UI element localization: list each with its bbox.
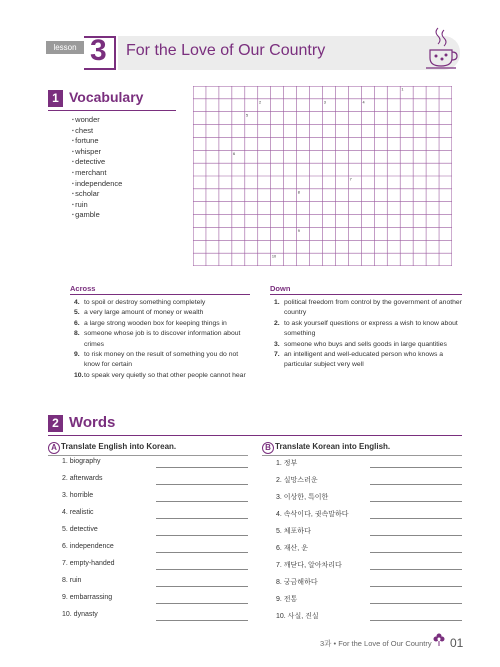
answer-line[interactable] [370, 518, 462, 519]
section-underline [48, 435, 462, 436]
answer-line[interactable] [156, 518, 248, 519]
word-label: 2. afterwards [62, 475, 103, 482]
answer-line[interactable] [156, 586, 248, 587]
clue-number: 2. [274, 319, 280, 327]
word-row [62, 608, 248, 624]
word-label: 2. 실망스러운 [276, 477, 318, 484]
lesson-number: 3 [90, 34, 107, 67]
word-row [62, 489, 248, 505]
word-label: 4. realistic [62, 509, 94, 516]
answer-line[interactable] [370, 484, 462, 485]
across-heading: Across [70, 284, 96, 293]
word-row [62, 455, 248, 471]
section-underline [48, 110, 176, 111]
vocab-word: ▪ chest [72, 126, 122, 137]
clue-number-label: 9 [297, 229, 300, 234]
clue-number-label: 2 [258, 100, 262, 105]
word-label: 1. 정부 [276, 460, 298, 467]
word-label: 8. ruin [62, 577, 82, 584]
down-heading: Down [270, 284, 291, 293]
footer-text: 3과 • For the Love of Our Country [320, 639, 432, 648]
word-label: 3. 이상한, 특이한 [276, 494, 329, 501]
clue-number-label: 1 [401, 87, 404, 92]
clue-text: someone who buys and sells goods in large quantities [284, 340, 447, 348]
clue-number: 3. [274, 340, 280, 348]
clue-text: someone whose job is to discover information about crimes [84, 330, 241, 348]
word-row [62, 523, 248, 539]
crossword-svg [193, 86, 452, 266]
vocab-word: ▪ fortune [72, 136, 122, 147]
vocab-word: ▪ scholar [72, 189, 122, 200]
down-clues [274, 298, 462, 371]
part-title: Translate English into Korean. [61, 442, 177, 451]
answer-line[interactable] [156, 603, 248, 604]
clue-number: 6. [74, 319, 80, 327]
word-row [276, 506, 462, 522]
word-label: 6. 재산, 운 [276, 545, 308, 552]
word-label: 9. 전통 [276, 596, 298, 603]
clue-item [274, 340, 462, 350]
word-row [62, 591, 248, 607]
part-letter: A [48, 442, 60, 454]
clue-number: 9. [74, 351, 80, 359]
clue-number-label: 10 [271, 254, 277, 259]
word-label: 4. 속삭이다, 귓속말하다 [276, 511, 349, 518]
page-number: 01 [450, 636, 464, 650]
answer-line[interactable] [370, 603, 462, 604]
answer-line[interactable] [370, 535, 462, 536]
answer-line[interactable] [370, 552, 462, 553]
clue-number: 1. [274, 299, 280, 306]
clue-item [274, 298, 462, 319]
section-title: Vocabulary [69, 89, 144, 105]
clue-text: to spoil or destroy something completely [84, 299, 206, 306]
word-row [62, 557, 248, 573]
answer-line[interactable] [370, 586, 462, 587]
clue-number-label: 7 [349, 177, 352, 182]
crossword-grid[interactable] [193, 86, 452, 266]
clue-item [274, 350, 462, 371]
clue-number-label: 3 [323, 100, 326, 105]
word-row [276, 591, 462, 607]
word-label: 10. dynasty [62, 611, 98, 618]
clue-number: 10. [74, 371, 84, 379]
answer-line[interactable] [370, 501, 462, 502]
answer-line[interactable] [156, 467, 248, 468]
clue-number-label: 6 [233, 151, 236, 156]
clue-text: to risk money on the result of something you do not know for certain [84, 351, 239, 369]
clue-number-label: 8 [297, 190, 300, 195]
across-rule [70, 294, 250, 295]
lesson-title: For the Love of Our Country [126, 42, 326, 59]
answer-line[interactable] [370, 467, 462, 468]
answer-line[interactable] [156, 569, 248, 570]
clue-number-label: 4 [362, 100, 365, 105]
word-label: 7. empty-handed [62, 560, 115, 567]
clue-item [274, 319, 462, 340]
clue-item [74, 319, 252, 329]
word-label: 5. detective [62, 526, 98, 533]
vocab-word: ▪ independence [72, 179, 122, 190]
vocab-word: ▪ wonder [72, 115, 122, 126]
word-row [276, 608, 462, 624]
clue-item [74, 298, 252, 308]
answer-line[interactable] [370, 620, 462, 621]
word-row [62, 472, 248, 488]
word-label: 1. biography [62, 458, 101, 465]
vocab-word: ▪ whisper [72, 147, 122, 158]
lesson-header [46, 36, 460, 70]
clue-text: to ask yourself questions or express a wish to know about something [284, 319, 458, 338]
clue-number: 7. [274, 351, 280, 359]
word-row [276, 523, 462, 539]
answer-line[interactable] [156, 501, 248, 502]
clue-number: 8. [74, 330, 80, 338]
clue-number: 4. [74, 299, 80, 306]
word-label: 10. 사실, 진실 [276, 613, 319, 620]
section-title: Words [69, 414, 116, 431]
lesson-label: lesson [46, 41, 84, 54]
part-letter: B [262, 442, 274, 454]
vocab-word: ▪ gamble [72, 210, 122, 221]
word-row [62, 506, 248, 522]
word-label: 3. horrible [62, 492, 94, 499]
word-label: 9. embarrassing [62, 594, 113, 601]
clue-item [74, 371, 252, 381]
word-row [276, 455, 462, 471]
answer-line[interactable] [156, 535, 248, 536]
clue-text: political freedom from control by the government of another country [284, 299, 462, 317]
part-b-heading [262, 442, 462, 456]
clue-item [74, 350, 252, 371]
answer-line[interactable] [370, 569, 462, 570]
clue-text: a large strong wooden box for keeping things in [84, 319, 227, 327]
vocab-word: ▪ detective [72, 157, 122, 168]
vocabulary-list [72, 115, 122, 221]
answer-line[interactable] [156, 552, 248, 553]
vocab-word: ▪ ruin [72, 200, 122, 211]
part-a-heading [48, 442, 248, 456]
flower-icon [432, 632, 446, 646]
word-row [276, 557, 462, 573]
across-clues [74, 298, 252, 381]
vocabulary-heading [48, 90, 178, 108]
word-row [62, 574, 248, 590]
word-row [276, 574, 462, 590]
clue-item [74, 329, 252, 350]
clue-item [74, 308, 252, 318]
answer-line[interactable] [156, 484, 248, 485]
clue-text: a very large amount of money or wealth [84, 309, 204, 317]
section-number: 1 [48, 90, 63, 107]
word-row [62, 540, 248, 556]
page-footer [320, 638, 432, 649]
part-title: Translate Korean into English. [275, 442, 391, 451]
clue-text: an intelligent and well-educated person who knows a particular subject very well [284, 351, 444, 369]
word-label: 7. 깨닫다, 알아차리다 [276, 562, 342, 569]
section-number: 2 [48, 415, 63, 432]
vocab-word: ▪ merchant [72, 168, 122, 179]
word-row [276, 489, 462, 505]
clue-number: 5. [74, 309, 80, 317]
words-heading [48, 415, 462, 433]
word-row [276, 472, 462, 488]
answer-line[interactable] [156, 620, 248, 621]
word-label: 5. 체포하다 [276, 528, 311, 535]
teacup-icon [424, 24, 458, 74]
clue-number-label: 5 [246, 113, 249, 118]
word-label: 6. independence [62, 543, 114, 550]
down-rule [270, 294, 462, 295]
word-row [276, 540, 462, 556]
clue-text: to speak very quietly so that other people cannot hear [84, 371, 246, 379]
word-label: 8. 궁금해하다 [276, 579, 318, 586]
